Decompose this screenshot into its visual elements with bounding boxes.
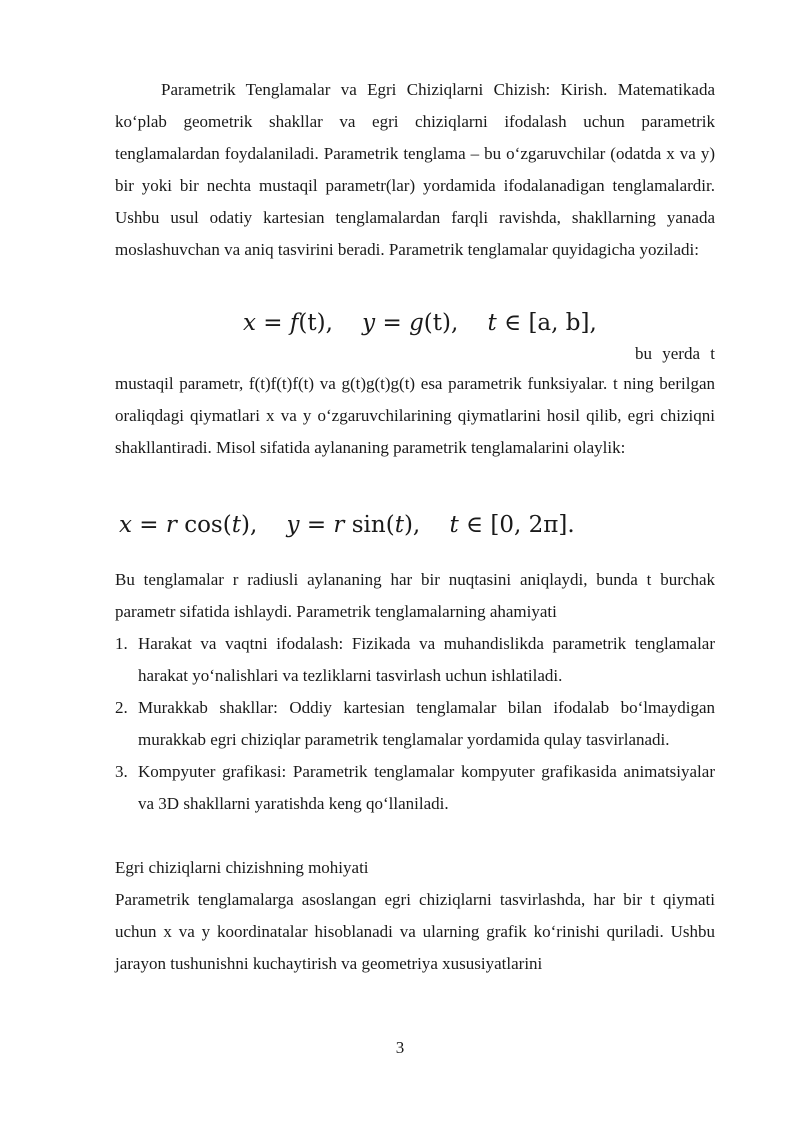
formula-trailing-text: bu yerda t: [635, 344, 715, 363]
intro-paragraph: Parametrik Tenglamalar va Egri Chiziqlarni Chizish: Kirish. Matematikada ko‘plab geometrik shakllar va egri chiziqlarni ifodalash uchun parametrik tenglamalardan foydalaniladi. Parametrik tenglama – bu o‘zgaruvchilar (odatda x va y) bir yoki bir nechta mustaqil parametr(lar) yordamida ifodalanadigan tenglamalardir. Ushbu usul odatiy kartesian tenglamalardan farqli ravishda, shakllarning yanada moslashuvchan va aniq tasvirini beradi. Parametrik tenglamalar quyidagicha yoziladi:: [115, 80, 715, 259]
list-item: 1. Harakat va vaqtni ifodalash: Fizikada va muhandislikda parametrik tenglamalar harakat yo‘nalishlari va tezliklarni tasvirlash uchun ishlatiladi.: [115, 634, 715, 685]
section-heading: Egri chiziqlarni chizishning mohiyati: [115, 858, 369, 877]
list-item: 3. Kompyuter grafikasi: Parametrik tenglamalar kompyuter grafikasida animatsiyalar va 3D shakllarni yaratishda keng qo‘llaniladi.: [115, 762, 715, 813]
parametric-formula: x = f(t), y = g(t), t ∈ [a, b],: [243, 310, 597, 336]
page-number: 3: [395, 1038, 405, 1057]
final-paragraph: Parametrik tenglamalarga asoslangan egri chiziqlarni tasvirlashda, har bir t qiymati uchun x va y koordinatalar hisoblanadi va ularning grafik ko‘rinishi quriladi. Ushbu jarayon tushunishni kuchaytirish va geometriya xususiyatlarini: [115, 890, 715, 973]
list-item: 2. Murakkab shakllar: Oddiy kartesian tenglamalar bilan ifodalab bo‘lmaydigan murakkab egri chiziqlar parametrik tenglamalar yordamida qulay tasvirlanadi.: [115, 698, 715, 749]
circle-explanation-paragraph: Bu tenglamalar r radiusli aylananing har bir nuqtasini aniqlaydi, bunda t burchak parametr sifatida ishlaydi. Parametrik tenglamalarning ahamiyati: [115, 570, 715, 621]
explanation-paragraph: mustaqil parametr, f(t)f(t)f(t) va g(t)g(t)g(t) esa parametrik funksiyalar. t ning berilgan oraliqdagi qiymatlari x va y o‘zgaruvchilarining qiymatlarini hosil qilib, egri chiziqni shakllantiradi. Misol sifatida aylananing parametrik tenglamalarini olaylik:: [115, 374, 715, 457]
circle-formula: x = r cos(t), y = r sin(t), t ∈ [0, 2π].: [119, 512, 575, 538]
importance-list: [115, 628, 715, 820]
